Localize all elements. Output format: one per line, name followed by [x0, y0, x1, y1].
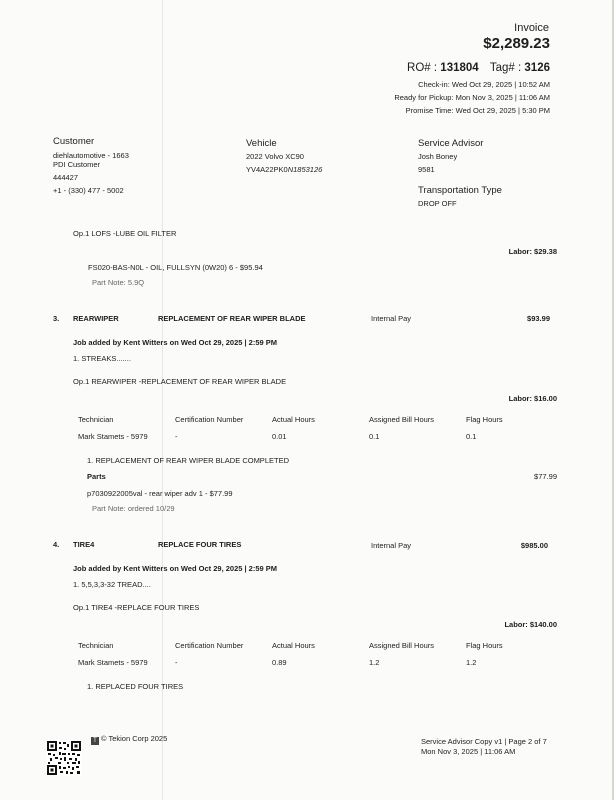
- job3-th-actual-hours: Actual Hours: [272, 415, 315, 424]
- ro-label: RO# :: [407, 62, 438, 74]
- job4-th-technician: Technician: [78, 641, 114, 650]
- job4-description: REPLACE FOUR TIRES: [158, 540, 242, 549]
- job3-th-assigned-bill: Assigned Bill Hours: [369, 415, 435, 424]
- footer-copy-line: Service Advisor Copy v1 | Page 2 of 7: [421, 737, 547, 746]
- job3-part: p7030922005val - rear wiper adv 1 - $77.99: [87, 489, 233, 498]
- job4-labor: Labor: $140.00: [504, 620, 557, 629]
- vehicle-vin: [246, 165, 322, 174]
- vehicle-model: 2022 Volvo XC90: [246, 152, 304, 161]
- job4-td-assigned-bill: 1.2: [369, 658, 380, 667]
- job3-td-certification: -: [175, 432, 178, 441]
- tekion-logo-icon: T: [91, 737, 99, 745]
- job3-amount: $93.99: [527, 314, 550, 323]
- job4-td-flag-hours: 1.2: [466, 658, 477, 667]
- vin-suffix: N1853126: [287, 165, 323, 174]
- advisor-id: 9581: [418, 165, 435, 174]
- job4-added-by: Job added by Kent Witters on Wed Oct 29, 2025 | 2:59 PM: [73, 564, 278, 573]
- job4-pay-type: Internal Pay: [371, 541, 412, 550]
- job3-th-technician: Technician: [78, 415, 114, 424]
- job3-td-assigned-bill: 0.1: [369, 432, 380, 441]
- invoice-total: $2,289.23: [483, 35, 550, 52]
- job4-concern: 1. 5,5,3,3-32 TREAD....: [73, 580, 151, 589]
- transport-heading: Transportation Type: [418, 185, 502, 196]
- job3-th-flag-hours: Flag Hours: [466, 415, 503, 424]
- job4-th-actual-hours: Actual Hours: [272, 641, 315, 650]
- job3-parts-amount: $77.99: [534, 472, 557, 481]
- job4-td-actual-hours: 0.89: [272, 658, 287, 667]
- customer-type: PDI Customer: [53, 160, 101, 169]
- job3-th-certification: Certification Number: [175, 415, 244, 424]
- op-lofs-labor: Labor: $29.38: [508, 247, 557, 256]
- job4-number: 4.: [53, 540, 60, 549]
- transport-value: DROP OFF: [418, 199, 457, 208]
- job3-part-note: Part Note: ordered 10/29: [92, 504, 175, 513]
- job3-op-text: Op.1 REARWIPER -REPLACEMENT OF REAR WIPER BLADE: [73, 377, 287, 386]
- job3-pay-type: Internal Pay: [371, 314, 412, 323]
- customer-phone: +1 - (330) 477 - 5002: [53, 186, 124, 195]
- job3-concern: 1. STREAKS.......: [73, 354, 131, 363]
- copyright-text: © Tekion Corp 2025: [101, 734, 168, 743]
- job4-td-certification: -: [175, 658, 178, 667]
- job3-added-by: Job added by Kent Witters on Wed Oct 29, 2025 | 2:59 PM: [73, 338, 278, 347]
- job3-td-actual-hours: 0.01: [272, 432, 287, 441]
- job3-labor: Labor: $16.00: [508, 394, 557, 403]
- job3-parts-label: Parts: [87, 472, 106, 481]
- customer-number: 444427: [53, 173, 79, 182]
- job3-number: 3.: [53, 314, 60, 323]
- job3-code: REARWIPER: [73, 314, 119, 323]
- checkin-time: Check-in: Wed Oct 29, 2025 | 10:52 AM: [418, 80, 550, 89]
- job4-amount: $985.00: [520, 541, 548, 550]
- job4-correction: 1. REPLACED FOUR TIRES: [87, 682, 184, 691]
- tag-value: 3126: [524, 62, 550, 74]
- job4-op-title: Op.1 TIRE4 -REPLACE FOUR TIRES: [73, 603, 200, 612]
- job3-op-title: [73, 377, 286, 386]
- advisor-heading: Service Advisor: [418, 138, 484, 149]
- job4-th-flag-hours: Flag Hours: [466, 641, 503, 650]
- customer-name: diehlautomotive - 1663: [53, 151, 129, 160]
- customer-heading: Customer: [53, 136, 95, 147]
- qr-code-icon: [46, 740, 82, 776]
- advisor-name: Josh Boney: [418, 152, 458, 161]
- vin-prefix: YV4A22PK0: [246, 165, 288, 174]
- op-lofs-part: FS020-BAS-N0L - OIL, FULLSYN (0W20) 6 - $95.94: [88, 263, 263, 272]
- op-lofs-part-note: Part Note: 5.9Q: [92, 278, 145, 287]
- job3-td-flag-hours: 0.1: [466, 432, 477, 441]
- invoice-label: Invoice: [514, 22, 549, 34]
- footer-copyright: [91, 734, 167, 745]
- op-lofs-title: Op.1 LOFS -LUBE OIL FILTER: [73, 229, 177, 238]
- vehicle-heading: Vehicle: [246, 138, 277, 149]
- tag-label: Tag# :: [489, 62, 522, 74]
- ready-time: Ready for Pickup: Mon Nov 3, 2025 | 11:06 AM: [394, 93, 550, 102]
- job4-td-technician: Mark Stamets - 5979: [78, 658, 148, 667]
- promise-time: Promise Time: Wed Oct 29, 2025 | 5:30 PM: [405, 106, 550, 115]
- job3-td-technician: Mark Stamets - 5979: [78, 432, 148, 441]
- job4-code: TIRE4: [73, 540, 95, 549]
- job4-th-assigned-bill: Assigned Bill Hours: [369, 641, 435, 650]
- job4-th-certification: Certification Number: [175, 641, 244, 650]
- job3-correction: 1. REPLACEMENT OF REAR WIPER BLADE COMPLETED: [87, 456, 289, 465]
- job3-description: REPLACEMENT OF REAR WIPER BLADE: [158, 314, 306, 323]
- ro-value: 131804: [440, 62, 479, 74]
- scan-artifact-line: [162, 0, 163, 800]
- ro-tag-line: [407, 62, 550, 74]
- footer-date-line: Mon Nov 3, 2025 | 11:06 AM: [421, 747, 516, 756]
